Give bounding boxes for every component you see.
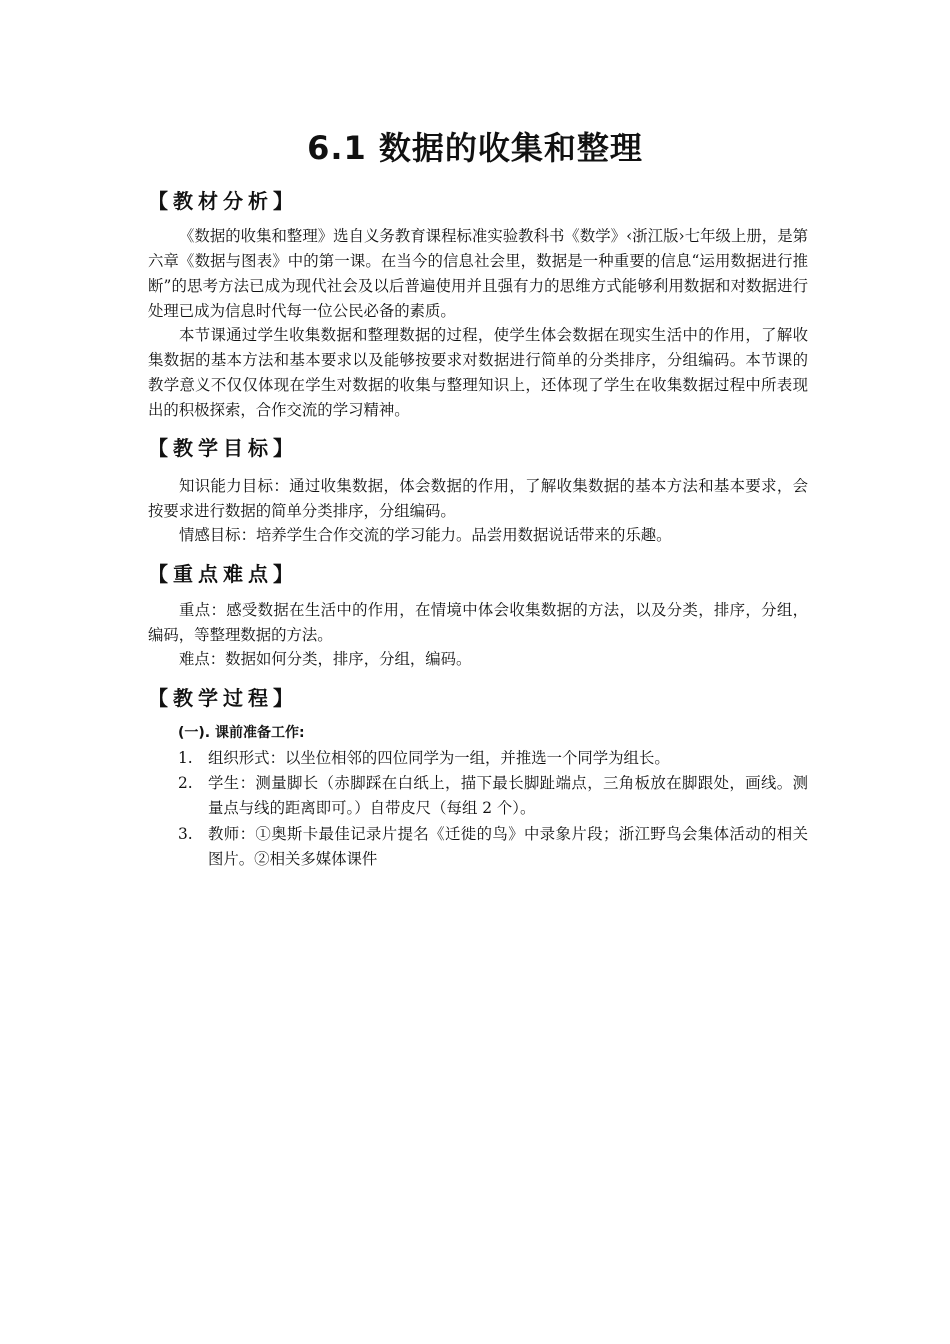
heading-process: 【教学过程】 — [148, 686, 298, 710]
heading-analysis: 【教材分析】 — [148, 189, 298, 213]
process-subheading: (一). 课前准备工作: — [178, 725, 305, 741]
analysis-paragraph-1: 《数据的收集和整理》选自义务教育课程标准实验教科书《数学》‹浙江版›七年级上册，是第六章《数据与图表》中的第一课。在当今的信息社会里，数据是一种重要的信息“运用数据进行推断”的思考方法已成为现代社会及以后普遍使用并且强有力的思维方式能够利用数据和对数据进行处理已成为信息时代每一位公民必备的素质。 — [148, 227, 808, 320]
list-item — [178, 771, 808, 821]
page-title: 6.1 数据的收集和整理 — [307, 129, 643, 167]
list-item-number: 2. — [178, 774, 193, 792]
list-item-text: 组织形式：以坐位相邻的四位同学为一组，并推选一个同学为组长。 — [208, 749, 670, 767]
list-item-text: 学生：测量脚长（赤脚踩在白纸上，描下最长脚趾端点，三角板放在脚跟处，画线。测量点与线的距离即可。）自带皮尺（每组 2 个）。 — [208, 774, 808, 817]
keypoints-paragraph-2: 难点：数据如何分类，排序，分组，编码。 — [179, 650, 472, 668]
analysis-paragraph-2: 本节课通过学生收集数据和整理数据的过程，使学生体会数据在现实生活中的作用，了解收集数据的基本方法和基本要求以及能够按要求对数据进行简单的分类排序，分组编码。本节课的教学意义不仅仅体现在学生对数据的收集与整理知识上，还体现了学生在收集数据过程中所表现出的积极探索，合作交流的学习精神。 — [148, 326, 808, 419]
heading-keypoints: 【重点难点】 — [148, 562, 298, 586]
list-item — [178, 746, 808, 771]
list-item-text: 教师：①奥斯卡最佳记录片提名《迁徙的鸟》中录象片段；浙江野鸟会集体活动的相关图片。②相关多媒体课件 — [208, 825, 808, 868]
list-item-number: 1. — [178, 749, 193, 767]
keypoints-paragraph-1: 重点：感受数据在生活中的作用，在情境中体会收集数据的方法，以及分类，排序，分组，编码，等整理数据的方法。 — [148, 601, 808, 644]
goals-paragraph-2: 情感目标：培养学生合作交流的学习能力。品尝用数据说话带来的乐趣。 — [179, 526, 672, 544]
goals-paragraph-1: 知识能力目标：通过收集数据，体会数据的作用，了解收集数据的基本方法和基本要求，会按要求进行数据的简单分类排序，分组编码。 — [148, 477, 808, 520]
list-item-number: 3. — [178, 825, 193, 843]
list-item — [178, 822, 808, 872]
heading-goals: 【教学目标】 — [148, 436, 298, 460]
